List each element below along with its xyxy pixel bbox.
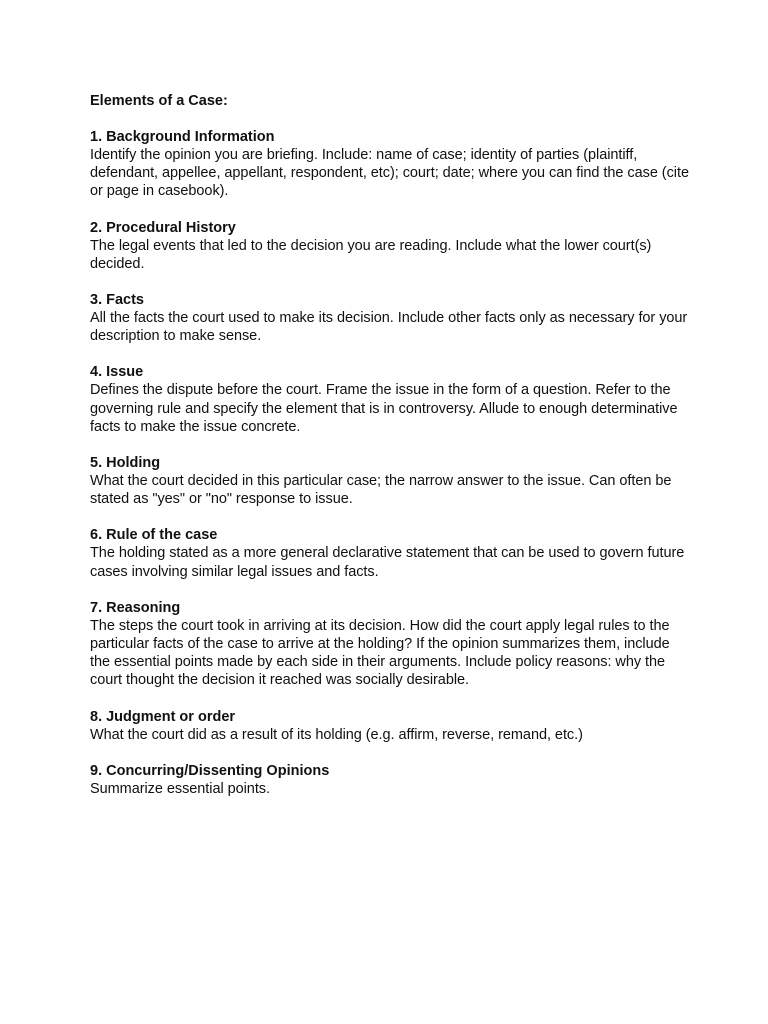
section-body: All the facts the court used to make its decision. Include other facts only as necessary for your description to make sense. xyxy=(90,310,688,345)
section-heading: 8. Judgment or order xyxy=(90,708,236,725)
section-heading: 3. Facts xyxy=(90,292,144,309)
document-page xyxy=(90,92,690,816)
section-body: What the court did as a result of its holding (e.g. affirm, reverse, remand, etc.) xyxy=(90,726,583,743)
section-judgment-or-order xyxy=(90,708,690,744)
section-body: Summarize essential points. xyxy=(90,780,270,797)
section-heading: 5. Holding xyxy=(90,455,161,472)
section-heading: 2. Procedural History xyxy=(90,219,236,236)
section-heading: 6. Rule of the case xyxy=(90,527,218,544)
section-heading: 7. Reasoning xyxy=(90,599,181,616)
section-heading: 9. Concurring/Dissenting Opinions xyxy=(90,762,330,779)
section-body: Identify the opinion you are briefing. Include: name of case; identity of parties (plaintiff, defendant, appellee, appellant, respondent, etc); court; date; where you can find the case (cite or page in casebook). xyxy=(90,147,689,200)
section-body: The legal events that led to the decision you are reading. Include what the lower court(s) decided. xyxy=(90,237,652,272)
section-background-information xyxy=(90,128,690,201)
section-concurring-dissenting-opinions xyxy=(90,762,690,798)
section-reasoning xyxy=(90,599,690,690)
section-body: What the court decided in this particular case; the narrow answer to the issue. Can often be stated as "yes" or "no" response to issue. xyxy=(90,473,672,508)
section-heading: 4. Issue xyxy=(90,364,144,381)
section-rule-of-the-case xyxy=(90,526,690,580)
section-body: Defines the dispute before the court. Frame the issue in the form of a question. Refer to the governing rule and specify the element that is in controversy. Allude to enough determinative facts to make the issue concrete. xyxy=(90,382,678,435)
section-procedural-history xyxy=(90,219,690,273)
section-heading: 1. Background Information xyxy=(90,129,275,145)
section-issue xyxy=(90,363,690,436)
section-facts xyxy=(90,291,690,345)
document-title: Elements of a Case: xyxy=(90,93,228,109)
section-body: The holding stated as a more general declarative statement that can be used to govern future cases involving similar legal issues and facts. xyxy=(90,545,685,580)
section-holding xyxy=(90,454,690,508)
section-body: The steps the court took in arriving at its decision. How did the court apply legal rules to the particular facts of the case to arrive at the holding? If the opinion summarizes them, include the essential points made by each side in their arguments. Include policy reasons: why the court thought the decision it reached was socially desirable. xyxy=(90,617,670,689)
